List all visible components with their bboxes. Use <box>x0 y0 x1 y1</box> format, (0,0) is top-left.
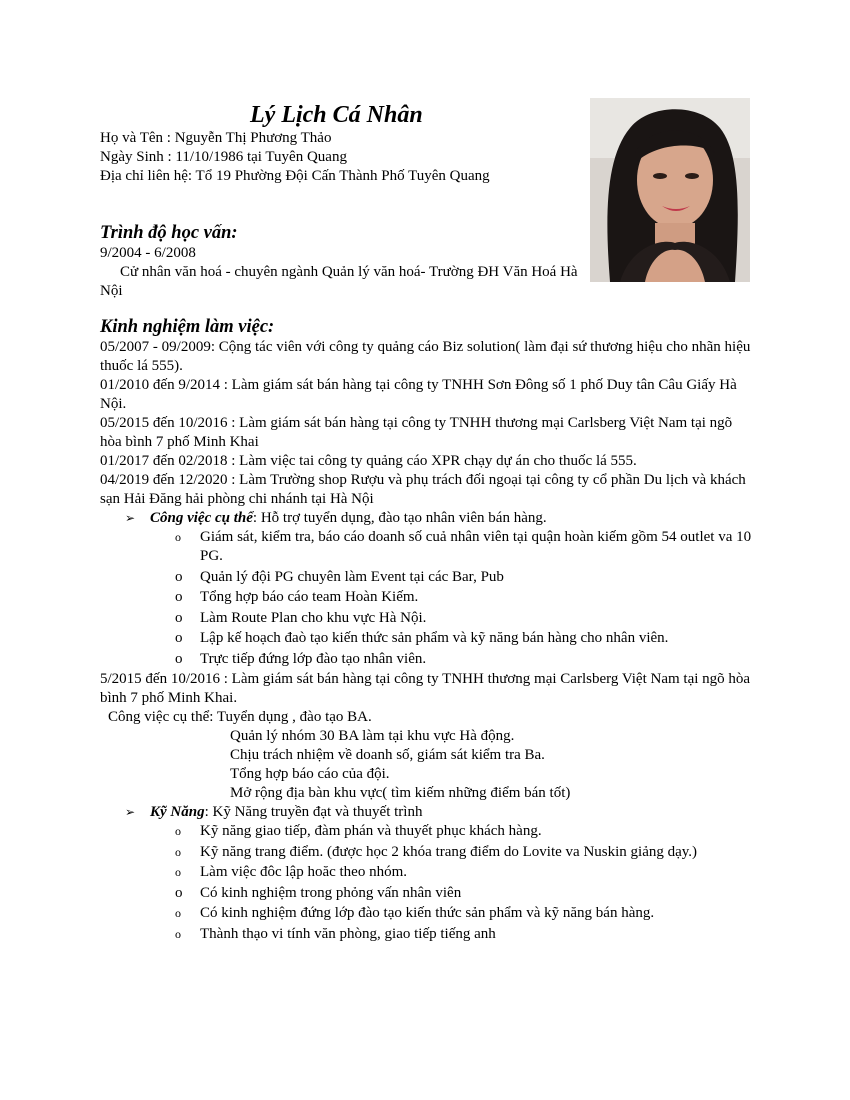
address-line: Địa chỉ liên hệ: Tổ 19 Phường Đội Cấn Thành Phố Tuyên Quang <box>100 168 490 184</box>
extra-task: Tổng hợp báo cáo của đội. <box>230 766 390 782</box>
job-entry-5: 04/2019 đến 12/2020 : Làm Trường shop Rượu và phụ trách đối ngoại tại công ty cổ phần Du lịch và khách sạn Hải Đăng hải phòng chi nhánh tại Hà Nội <box>100 472 746 507</box>
job-entry-extra: 5/2015 đến 10/2016 : Làm giám sát bán hàng tại công ty TNHH thương mại Carlsberg Việt Nam tại ngõ hòa bình 7 phố Minh Khai. <box>100 671 751 706</box>
extra-task-first: Công việc cụ thể: Tuyển dụng , đào tạo BA. <box>108 709 372 725</box>
circle-bullet-icon: o <box>175 906 181 920</box>
task-list <box>100 528 752 669</box>
extra-task: Quản lý nhóm 30 BA làm tại khu vực Hà động. <box>230 728 515 744</box>
list-item: o Có kinh nghiệm đứng lớp đào tạo kiến thức sản phẩm và kỹ năng bán hàng. <box>175 905 655 921</box>
skills-summary <box>100 803 752 822</box>
page-title: Lý Lịch Cá Nhân <box>250 102 423 128</box>
circle-bullet-icon: o <box>175 589 183 605</box>
list-item: o Có kinh nghiệm trong phỏng vấn nhân viên <box>175 884 462 901</box>
skills-list <box>100 822 752 944</box>
skills-label: Kỹ Năng <box>150 804 205 820</box>
extra-task: Mở rộng địa bàn khu vực( tìm kiếm những điểm bán tốt) <box>230 785 571 801</box>
job-entry-4: 01/2017 đến 02/2018 : Làm việc tai công ty quảng cáo XPR chạy dự án cho thuốc lá 555. <box>100 453 637 469</box>
circle-bullet-icon: o <box>175 530 181 544</box>
task-label: Công việc cụ thể <box>150 510 253 526</box>
circle-bullet-icon: o <box>175 824 181 838</box>
job-entry-1: 05/2007 - 09/2009: Cộng tác viên với công ty quảng cáo Biz solution( làm đại sứ thương hiệu cho nhãn hiệu thuốc lá 555). <box>100 339 751 374</box>
list-item: o Trực tiếp đứng lớp đào tạo nhân viên. <box>175 650 427 667</box>
education-detail: Cử nhân văn hoá - chuyên ngành Quản lý văn hoá- Trường ĐH Văn Hoá Hà Nội <box>100 264 578 299</box>
dob-line: Ngày Sinh : 11/10/1986 tại Tuyên Quang <box>100 149 347 165</box>
list-item: o Giám sát, kiểm tra, báo cáo doanh số cuả nhân viên tại quận hoàn kiếm gồm 54 outlet va 10 PG. <box>175 529 752 564</box>
circle-bullet-icon: o <box>175 568 183 585</box>
list-item: o Tổng hợp báo cáo team Hoàn Kiếm. <box>175 589 419 605</box>
list-item: o Kỹ năng trang điểm. (được học 2 khóa trang điểm do Lovite va Nuskin giảng dạy.) <box>175 843 698 860</box>
job-entry-2: 01/2010 đến 9/2014 : Làm giám sát bán hàng tại công ty TNHH Sơn Đông số 1 phố Duy tân Câu Giấy Hà Nội. <box>100 377 737 412</box>
task-summary <box>100 509 752 528</box>
list-item: o Làm việc đôc lập hoăc theo nhóm. <box>175 864 408 880</box>
arrow-bullet-icon: ➢ <box>125 805 136 819</box>
name-line: Họ và Tên : Nguyễn Thị Phương Thảo <box>100 130 332 146</box>
circle-bullet-icon: o <box>175 884 183 901</box>
resume-body <box>100 98 752 945</box>
circle-bullet-icon: o <box>175 865 181 879</box>
list-item: o Quản lý đội PG chuyên làm Event tại các Bar, Pub <box>175 568 504 585</box>
skills-text: : Kỹ Năng truyền đạt và thuyết trình <box>204 804 423 820</box>
education-heading: Trình độ học vấn: <box>100 223 238 243</box>
job-entry-3: 05/2015 đến 10/2016 : Làm giám sát bán hàng tại công ty TNHH thương mại Carlsberg Việt Nam tại ngõ hòa bình 7 phố Minh Khai <box>100 415 733 450</box>
task-text: : Hỗ trợ tuyển dụng, đào tạo nhân viên bán hàng. <box>252 510 547 526</box>
list-item: o Làm Route Plan cho khu vực Hà Nội. <box>175 609 427 626</box>
education-period: 9/2004 - 6/2008 <box>100 245 196 261</box>
list-item: o Kỹ năng giao tiếp, đàm phán và thuyết phục khách hàng. <box>175 823 542 839</box>
list-item: o Thành thạo vi tính văn phòng, giao tiếp tiếng anh <box>175 925 496 942</box>
circle-bullet-icon: o <box>175 926 181 941</box>
circle-bullet-icon: o <box>175 844 181 859</box>
arrow-bullet-icon: ➢ <box>125 511 136 525</box>
circle-bullet-icon: o <box>175 650 183 667</box>
circle-bullet-icon: o <box>175 630 183 646</box>
list-item: o Lập kế hoạch đaò tạo kiến thức sản phẩm và kỹ năng bán hàng cho nhân viên. <box>175 630 669 646</box>
extra-task: Chịu trách nhiệm về doanh số, giám sát kiểm tra Ba. <box>230 747 545 763</box>
experience-heading: Kinh nghiệm làm việc: <box>100 317 275 337</box>
circle-bullet-icon: o <box>175 609 183 626</box>
